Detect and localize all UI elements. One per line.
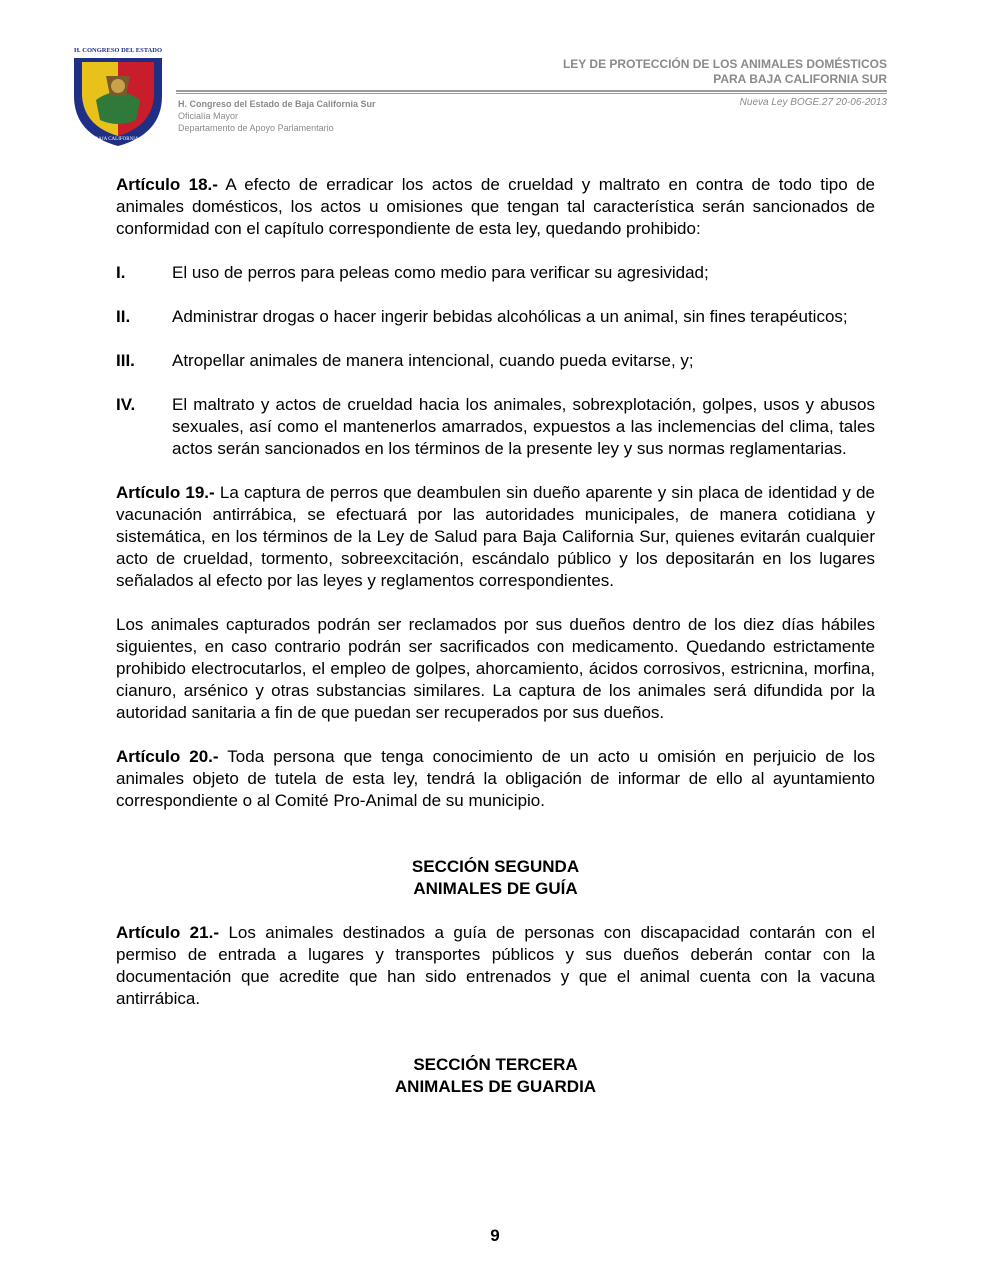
section-heading-line2: ANIMALES DE GUÍA (413, 879, 578, 898)
spacer (116, 1032, 875, 1054)
office-name: Oficialía Mayor (178, 111, 239, 121)
list-item (116, 350, 875, 372)
list-item (116, 262, 875, 284)
article-19-text: La captura de perros que deambulen sin dueño aparente y sin placa de identidad y de vacunación antirrábica, se efectuará por las autoridades municipales, de manera cotidiana y sistemática, en los términos de la Ley de Salud para Baja California Sur, quienes evitarán cualquier acto de crueldad, tormento, sobreexcitación, escándalo público y los depositarán en los lugares señalados al efecto por las leyes y reglamentos correspondientes. (116, 483, 875, 590)
list-item-number: II. (116, 307, 131, 326)
list-item-text: El uso de perros para peleas como medio para verificar su agresividad; (172, 263, 709, 282)
list-item-number: I. (116, 263, 126, 282)
article-21-text: Los animales destinados a guía de personas con discapacidad contarán con el permiso de entrada a lugares y transportes públicos y sus dueños deberán contar con la documentación que acredite que han sido entrenados y que el animal cuenta con la vacuna antirrábica. (116, 923, 875, 1008)
org-name: H. Congreso del Estado de Baja California Sur (178, 99, 376, 109)
list-item (116, 394, 875, 460)
document-body (116, 174, 875, 1120)
list-item-text: Atropellar animales de manera intencional, cuando pueda evitarse, y; (172, 351, 694, 370)
document-title-line1: LEY DE PROTECCIÓN DE LOS ANIMALES DOMÉSTICOS (562, 57, 887, 71)
header-organization (178, 98, 376, 134)
article-18 (116, 174, 875, 240)
header-divider-thin (176, 93, 887, 94)
list-item-text: Administrar drogas o hacer ingerir bebidas alcohólicas a un animal, sin fines terapéuticos; (172, 307, 848, 326)
article-18-text: A efecto de erradicar los actos de crueldad y maltrato en contra de todo tipo de animales domésticos, los actos u omisiones que tengan tal característica serán sancionados de conformidad con el capítulo correspondiente de esta ley, quedando prohibido: (116, 175, 875, 238)
article-21-label: Artículo 21.- (116, 923, 219, 942)
svg-text:DE BAJA CALIFORNIA SUR: DE BAJA CALIFORNIA SUR (86, 137, 150, 142)
header-divider (176, 90, 887, 92)
article-18-label: Artículo 18.- (116, 175, 218, 194)
document-title-line2: PARA BAJA CALIFORNIA SUR (713, 72, 887, 86)
congress-seal-logo (66, 36, 170, 148)
article-21 (116, 922, 875, 1010)
article-19-paragraph-2: Los animales capturados podrán ser reclamados por sus dueños dentro de los diez días hábiles siguientes, en caso contrario podrán ser sacrificados con medicamento. Quedando estrictamente prohibido electrocutarlos, el empleo de golpes, ahorcamiento, ácidos corrosivos, estricnina, morfina, cianuro, arsénico y otras substancias similares. La captura de los animales será difundida por la autoridad sanitaria a fin de que puedan ser recuperados por sus dueños. (116, 615, 875, 722)
section-heading-line2: ANIMALES DE GUARDIA (394, 1077, 597, 1096)
list-item-number: IV. (116, 395, 136, 414)
article-19-label: Artículo 19.- (116, 483, 215, 502)
department-name: Departamento de Apoyo Parlamentario (178, 123, 334, 133)
section-heading-line1: SECCIÓN SEGUNDA (411, 857, 580, 876)
list-item (116, 306, 875, 328)
edition-info: Nueva Ley BOGE.27 20-06-2013 (739, 97, 887, 108)
section-heading-line1: SECCIÓN TERCERA (413, 1055, 578, 1074)
article-20-text: Toda persona que tenga conocimiento de un acto u omisión en perjuicio de los animales objeto de tutela de esta ley, tendrá la obligación de informar de ello al ayuntamiento correspondiente o al Comité Pro-Animal de su municipio. (116, 747, 875, 810)
list-item-number: III. (116, 351, 135, 370)
article-19 (116, 482, 875, 592)
article-20-label: Artículo 20.- (116, 747, 219, 766)
list-item-text: El maltrato y actos de crueldad hacia los animales, sobrexplotación, golpes, usos y abusos sexuales, así como el mantenerlos amarrados, expuestos a las inclemencias del clima, tales actos serán sancionados en los términos de la presente ley y sus normas reglamentarias. (172, 395, 875, 458)
section-heading-tercera (116, 1054, 875, 1098)
spacer (116, 834, 875, 856)
section-heading-segunda (116, 856, 875, 900)
svg-text:H. CONGRESO DEL ESTADO: H. CONGRESO DEL ESTADO (73, 47, 163, 54)
page-number: 9 (490, 1226, 500, 1245)
document-title (487, 57, 887, 87)
article-20 (116, 746, 875, 812)
